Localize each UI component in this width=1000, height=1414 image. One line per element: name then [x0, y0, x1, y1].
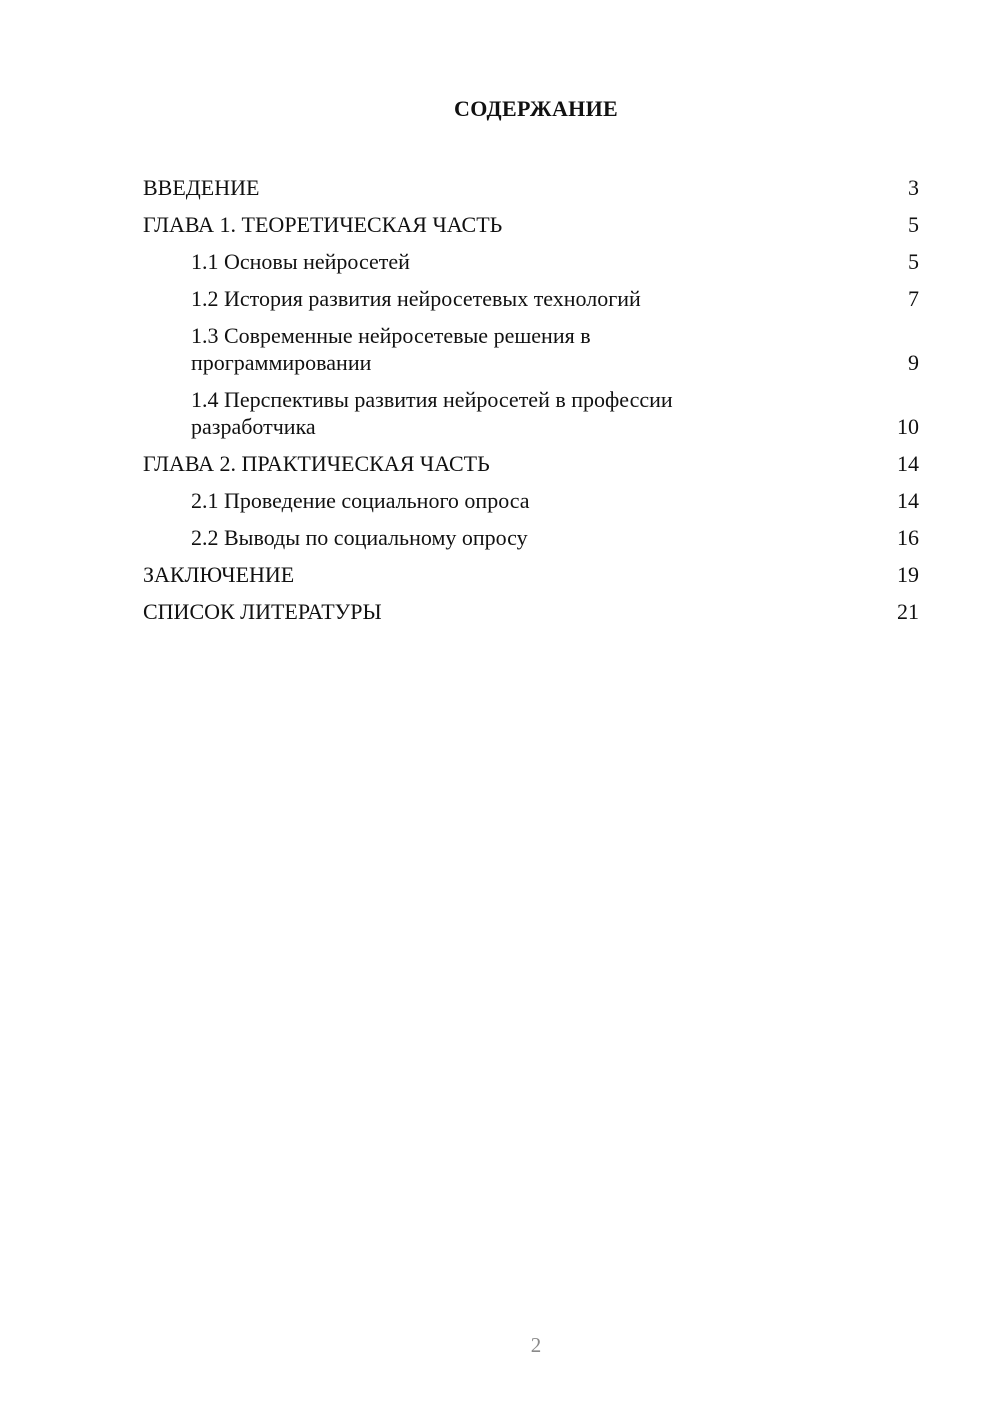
toc-entry-page: 9	[908, 350, 919, 375]
toc-entry-chapter-2[interactable]	[143, 445, 919, 482]
toc-entry-label: 1.2 История развития нейросетевых технологий	[191, 286, 641, 311]
toc-entry-page: 16	[897, 525, 919, 550]
toc-entry-section-1-2[interactable]	[143, 280, 919, 317]
toc-entry-introduction[interactable]	[143, 169, 919, 206]
table-of-contents	[143, 169, 919, 630]
toc-entry-label: 1.3 Современные нейросетевые решения в программировании	[191, 323, 591, 375]
toc-entry-page: 7	[908, 286, 919, 311]
toc-entry-label: ГЛАВА 1. ТЕОРЕТИЧЕСКАЯ ЧАСТЬ	[143, 212, 503, 237]
toc-entry-label: ЗАКЛЮЧЕНИЕ	[143, 562, 295, 587]
toc-entry-label: ВВЕДЕНИЕ	[143, 175, 260, 200]
toc-entry-section-2-1[interactable]	[143, 482, 919, 519]
toc-entry-label: СПИСОК ЛИТЕРАТУРЫ	[143, 599, 382, 624]
toc-entry-chapter-1[interactable]	[143, 206, 919, 243]
toc-entry-label: 1.4 Перспективы развития нейросетей в профессии разработчика	[191, 387, 673, 439]
toc-entry-section-1-4[interactable]	[143, 381, 919, 445]
toc-entry-page: 3	[908, 175, 919, 200]
toc-entry-page: 14	[897, 488, 919, 513]
toc-entry-label: 1.1 Основы нейросетей	[191, 249, 410, 274]
toc-entry-page: 5	[908, 249, 919, 274]
toc-entry-page: 14	[897, 451, 919, 476]
toc-entry-page: 5	[908, 212, 919, 237]
toc-entry-section-1-1[interactable]	[143, 243, 919, 280]
toc-entry-conclusion[interactable]	[143, 556, 919, 593]
toc-entry-section-2-2[interactable]	[143, 519, 919, 556]
toc-title: СОДЕРЖАНИЕ	[454, 96, 618, 121]
toc-entry-page: 10	[897, 414, 919, 439]
toc-entry-page: 19	[897, 562, 919, 587]
toc-entry-label: 2.1 Проведение социального опроса	[191, 488, 530, 513]
toc-entry-label: 2.2 Выводы по социальному опросу	[191, 525, 528, 550]
toc-entry-page: 21	[897, 599, 919, 624]
toc-entry-references[interactable]	[143, 593, 919, 630]
toc-entry-label: ГЛАВА 2. ПРАКТИЧЕСКАЯ ЧАСТЬ	[143, 451, 490, 476]
page-number: 2	[530, 1333, 542, 1357]
toc-entry-section-1-3[interactable]	[143, 317, 919, 381]
